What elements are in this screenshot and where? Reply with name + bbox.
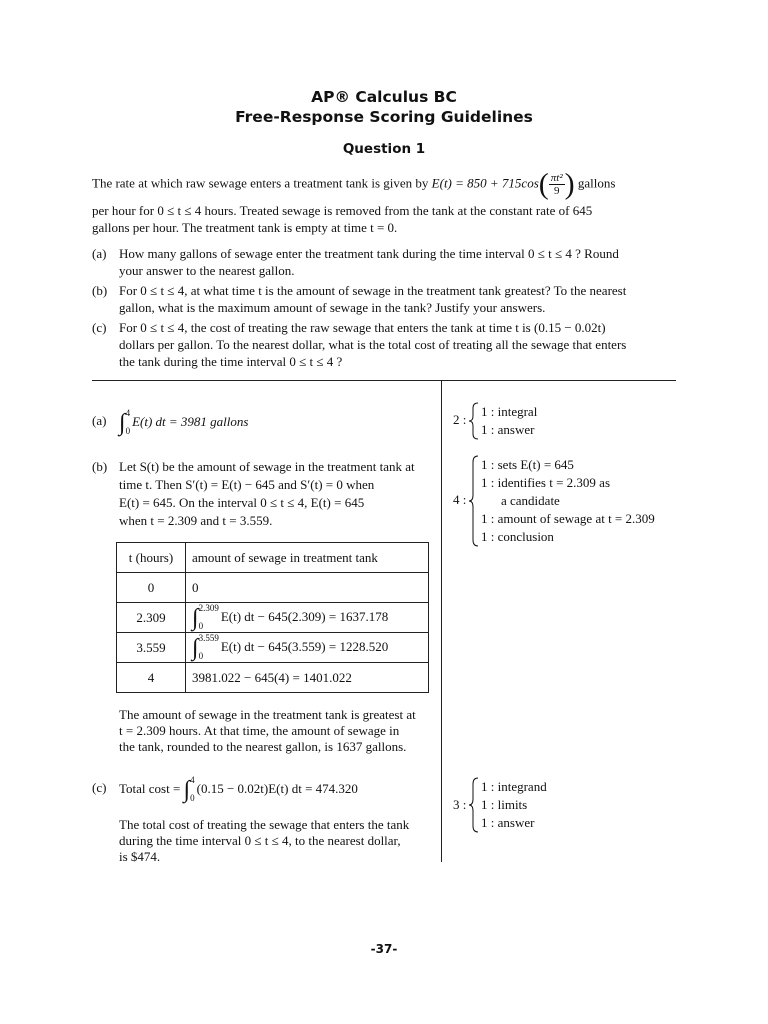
- solution-a-expression: E(t) dt = 3981 gallons: [132, 413, 249, 429]
- scoring-c-item: 1 : integrand: [481, 779, 547, 794]
- solution-c-label: (c): [92, 780, 107, 795]
- intro-line-2: per hour for 0 ≤ t ≤ 4 hours. Treated sewage is removed from the tank at the constant rate of 645: [92, 203, 593, 218]
- column-divider: [441, 381, 442, 862]
- solution-a-label: (a): [92, 413, 107, 428]
- document-title: Free-Response Scoring Guidelines: [235, 108, 533, 126]
- part-a-line-1: How many gallons of sewage enter the treatment tank during the time interval 0 ≤ t ≤ 4 ? Round: [119, 246, 619, 261]
- solution-a-integral: [119, 409, 248, 437]
- solution-b-line-4: when t = 2.309 and t = 3.559.: [119, 513, 273, 528]
- scoring-a-item: 1 : answer: [481, 422, 535, 437]
- part-c-line-2: dollars per gallon. To the nearest dollar, what is the total cost of treating all the sewage that enters: [119, 337, 627, 352]
- solution-b-line-1: Let S(t) be the amount of sewage in the treatment tank at: [119, 459, 415, 474]
- part-a-label: (a): [92, 246, 107, 261]
- scoring-a-points: 2 :: [453, 412, 467, 427]
- table-header-amount: amount of sewage in treatment tank: [186, 543, 429, 573]
- part-b-line-2: gallon, what is the maximum amount of sewage in the tank? Justify your answers.: [119, 300, 546, 315]
- table-cell-t: 3.559: [117, 633, 186, 663]
- table-cell-amount: 0: [186, 573, 429, 603]
- integral-limits: 4 0: [125, 408, 131, 436]
- scoring-c-brace: [469, 778, 479, 832]
- scoring-a-brace: [469, 403, 479, 439]
- solution-b-line-3: E(t) = 645. On the interval 0 ≤ t ≤ 4, E(t) = 645: [119, 495, 365, 510]
- table-row: [117, 603, 429, 633]
- intro-line-3: gallons per hour. The treatment tank is empty at time t = 0.: [92, 220, 398, 235]
- table-header-t: t (hours): [117, 543, 186, 573]
- scoring-c-points: 3 :: [453, 797, 467, 812]
- scoring-b-items: [481, 456, 655, 546]
- scoring-a-item: 1 : integral: [481, 404, 538, 419]
- scoring-b-item: 1 : amount of sewage at t = 2.309: [481, 511, 655, 526]
- part-c-line-3: the tank during the time interval 0 ≤ t ≤ 4 ?: [119, 354, 343, 369]
- section-divider: [92, 380, 676, 381]
- part-b-label: (b): [92, 283, 108, 298]
- cos-argument: $\frac{\text{πt²}}{9}$: [550, 172, 563, 197]
- table-row: [117, 633, 429, 663]
- question-heading: Question 1: [342, 141, 426, 157]
- intro-units: gallons: [577, 175, 616, 191]
- total-cost-label: Total cost =: [119, 780, 181, 796]
- rate-function: E(t) = 850 + 715cos: [431, 175, 539, 191]
- scoring-b-points: 4 :: [453, 492, 467, 507]
- table-cell-t: 2.309: [117, 603, 186, 633]
- scoring-c-item: 1 : limits: [481, 797, 528, 812]
- scoring-c-items: [481, 778, 547, 832]
- part-c-label: (c): [92, 320, 107, 335]
- scoring-a-items: [481, 403, 537, 439]
- sewage-amount-table: [116, 542, 429, 693]
- solution-b-conclusion-3: the tank, rounded to the nearest gallon, is 1637 gallons.: [119, 739, 407, 754]
- scoring-b-item: 1 : conclusion: [481, 529, 554, 544]
- solution-b-label: (b): [92, 459, 108, 474]
- scoring-b-item: 1 : sets E(t) = 645: [481, 457, 574, 472]
- solution-c-conclusion-1: The total cost of treating the sewage that enters the tank: [119, 817, 410, 832]
- course-title: AP® Calculus BC: [311, 88, 457, 106]
- table-cell-t: 0: [117, 573, 186, 603]
- table-row: [117, 663, 429, 693]
- part-a-line-2: your answer to the nearest gallon.: [119, 263, 295, 278]
- solution-c-expression: (0.15 − 0.02t)E(t) dt = 474.320: [196, 780, 358, 796]
- solution-b-conclusion-2: t = 2.309 hours. At that time, the amount of sewage in: [119, 723, 400, 738]
- integral-sign: ∫: [183, 777, 191, 803]
- page-number: -37-: [370, 942, 398, 956]
- table-cell-t: 4: [117, 663, 186, 693]
- part-b-line-1: For 0 ≤ t ≤ 4, at what time t is the amount of sewage in the treatment tank greatest? To the nearest: [119, 283, 627, 298]
- scoring-b-item: 1 : identifies t = 2.309 as: [481, 475, 611, 490]
- integral-sign: ∫: [119, 410, 126, 436]
- part-c-line-1: For 0 ≤ t ≤ 4, the cost of treating the raw sewage that enters the tank at time t is (0.15 − 0.02t): [119, 320, 606, 335]
- scoring-c-item: 1 : answer: [481, 815, 535, 830]
- solution-b-conclusion-1: The amount of sewage in the treatment tank is greatest at: [119, 707, 416, 722]
- table-header-row: [117, 543, 429, 573]
- solution-c-integral: [119, 776, 358, 804]
- table-cell-amount: 3981.022 − 645(4) = 1401.022: [186, 663, 429, 693]
- scoring-b-brace: [469, 456, 479, 546]
- table-cell-amount: ∫ 3.559 0 E(t) dt − 645(3.559) = 1228.520: [186, 633, 429, 663]
- intro-text: The rate at which raw sewage enters a treatment tank is given by: [92, 175, 429, 191]
- scoring-b-item: a candidate: [501, 493, 560, 508]
- intro-line-1: The rate at which raw sewage enters a treatment tank is given by E(t) = 850 + 715cos( $\frac{\text{πt²}}{9}$ ) gallons: [92, 167, 616, 201]
- solution-c-conclusion-2: during the time interval 0 ≤ t ≤ 4, to the nearest dollar,: [119, 833, 401, 848]
- table-cell-amount: ∫ 2.309 0 E(t) dt − 645(2.309) = 1637.178: [186, 603, 429, 633]
- solution-b-line-2: time t. Then S′(t) = E(t) − 645 and S′(t) = 0 when: [119, 477, 375, 492]
- solution-c-conclusion-3: is $474.: [119, 849, 161, 864]
- table-row: [117, 573, 429, 603]
- integral-limits: 4 0: [190, 775, 195, 803]
